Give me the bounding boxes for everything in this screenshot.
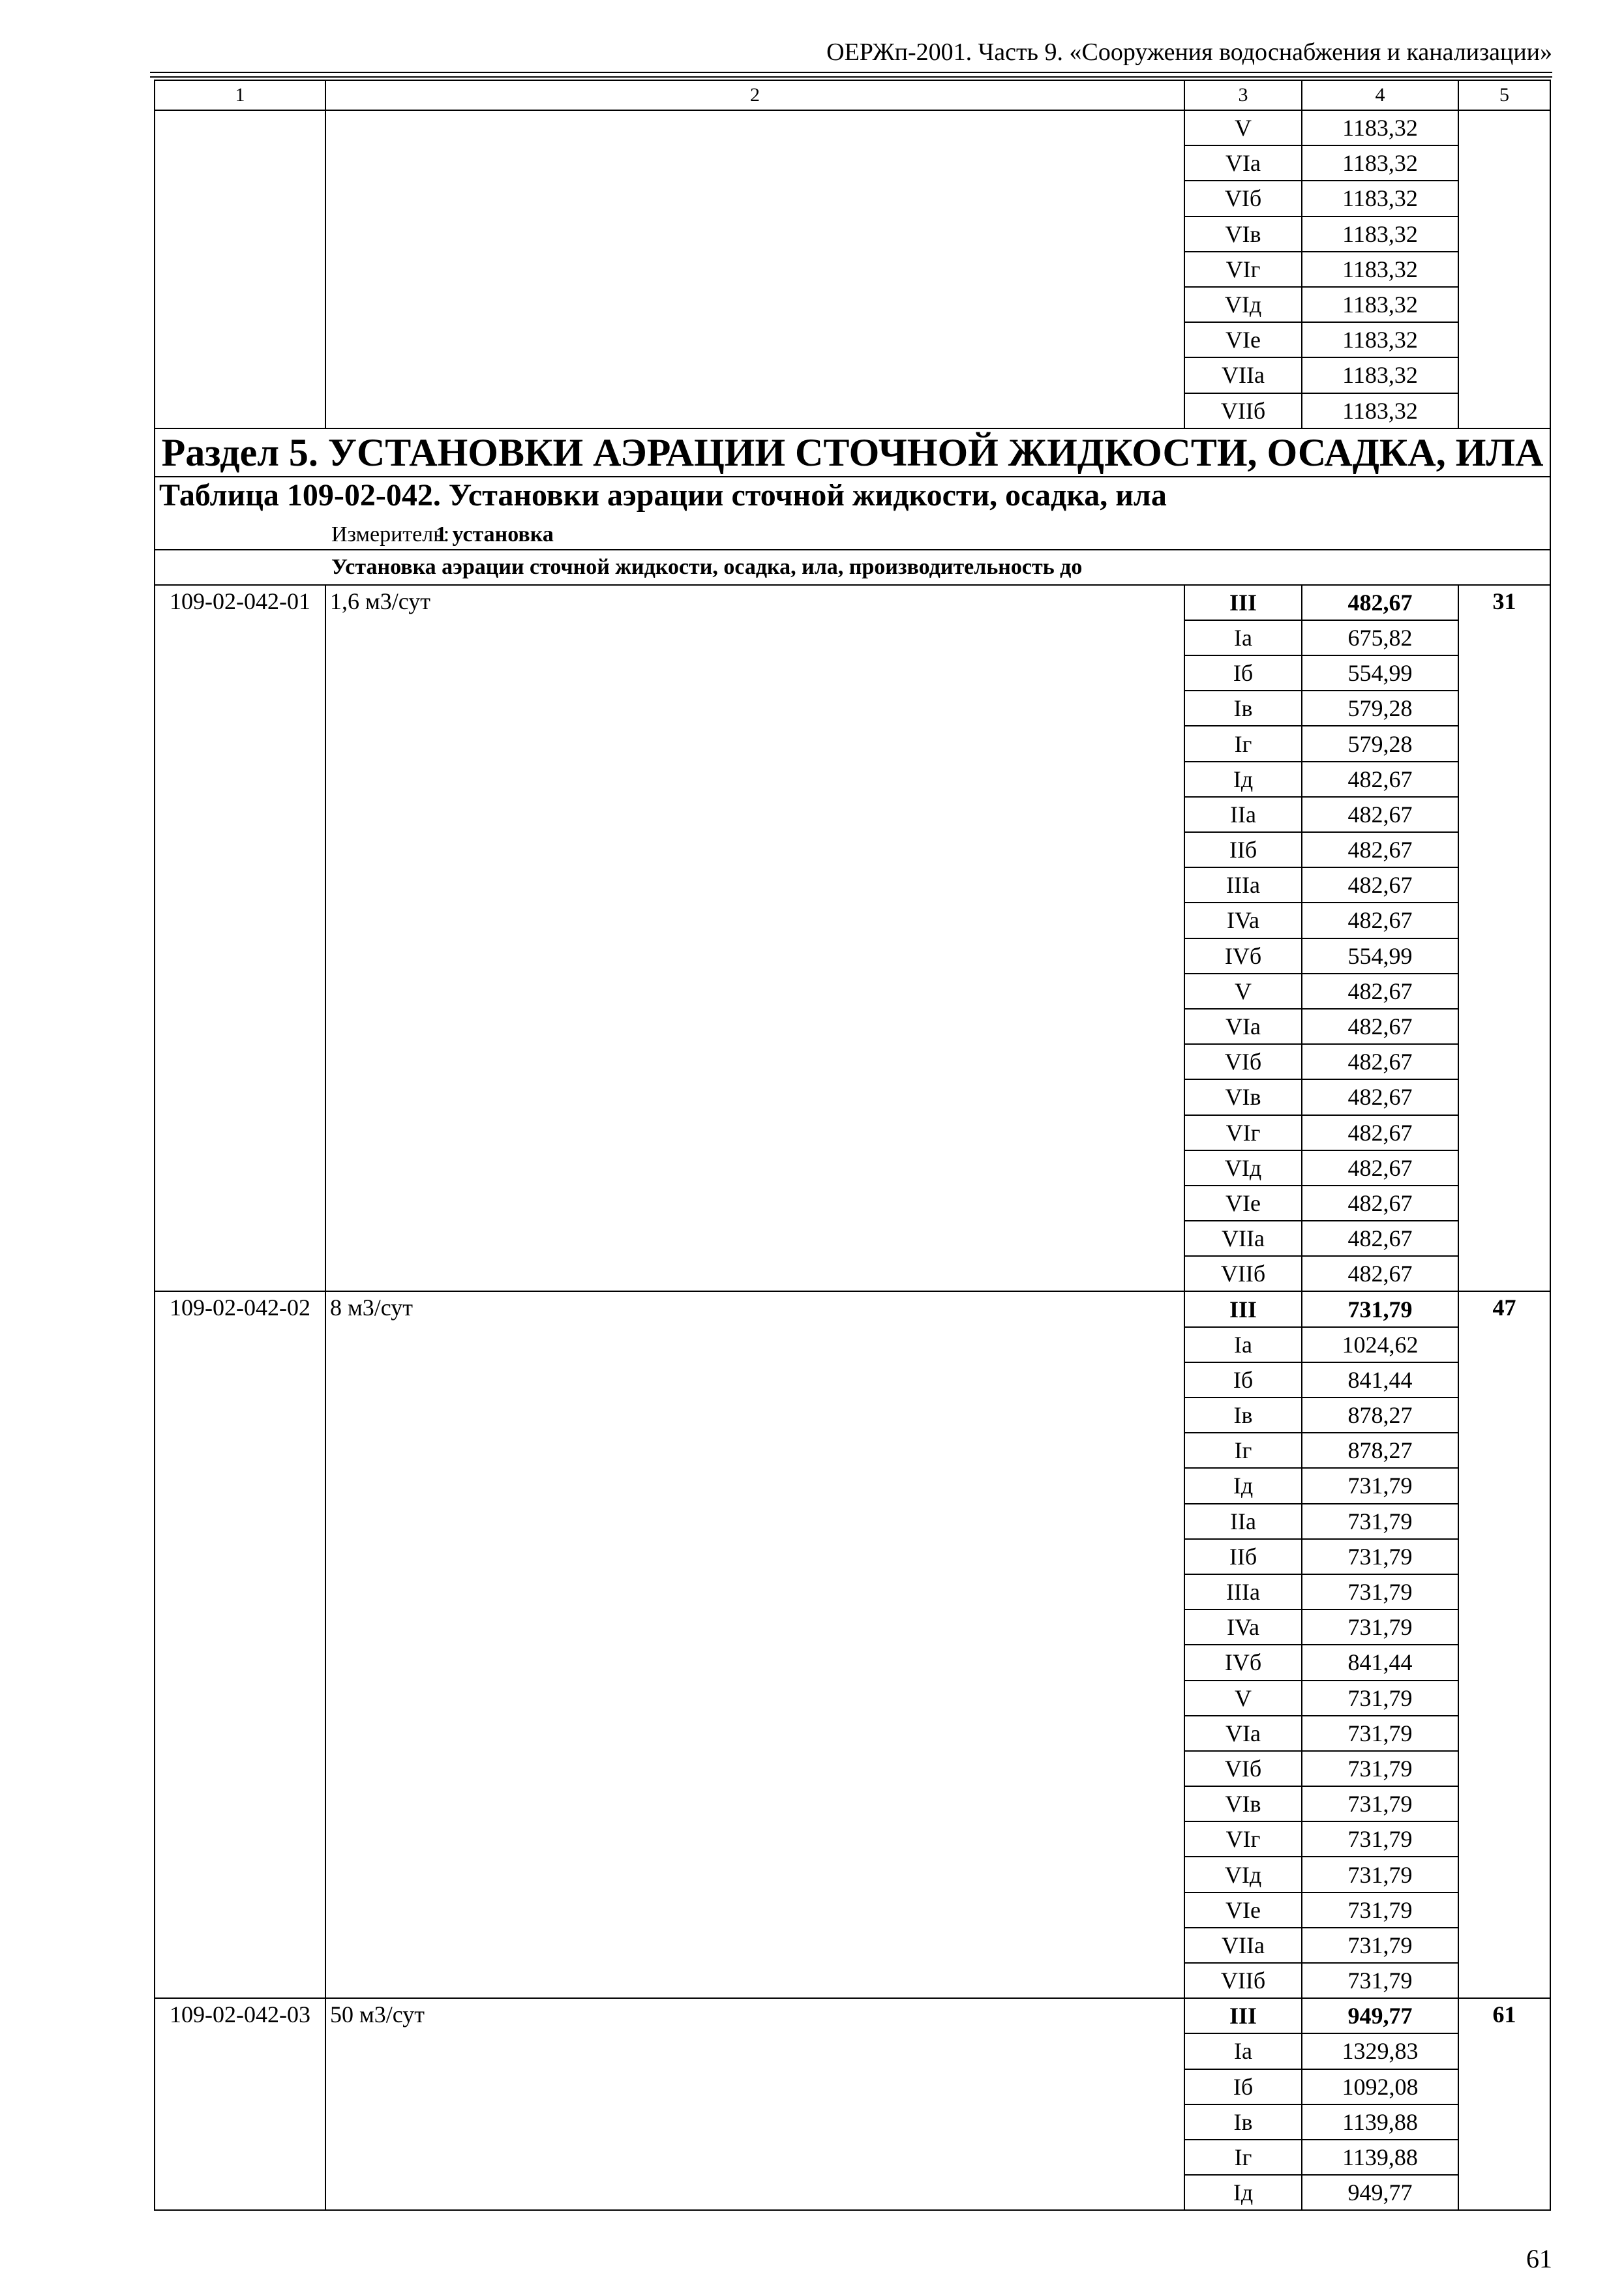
table-title-row [155,477,1550,519]
zone-cell: Ia [1184,2033,1302,2069]
price-cell: 482,67 [1302,1115,1458,1150]
price-cell: 482,67 [1302,1009,1458,1044]
price-cell: 482,67 [1302,903,1458,938]
zone-cell: Ia [1184,620,1302,655]
zone-cell: IIa [1184,1504,1302,1539]
price-cell: 731,79 [1302,1609,1458,1645]
labor-cell [1458,110,1550,428]
table-row [155,1291,1550,1326]
zone-cell: IVa [1184,1609,1302,1645]
price-cell: 482,67 [1302,832,1458,867]
price-table-body [155,80,1550,2210]
price-cell: 1024,62 [1302,1327,1458,1362]
price-cell: 482,67 [1302,1044,1458,1079]
zone-cell: VIв [1184,1079,1302,1115]
price-cell: 482,67 [1302,797,1458,832]
price-cell: 675,82 [1302,620,1458,655]
price-cell: 731,79 [1302,1821,1458,1857]
zone-cell: V [1184,110,1302,145]
price-cell: 731,79 [1302,1928,1458,1963]
price-cell: 949,77 [1302,1998,1458,2033]
price-cell: 878,27 [1302,1398,1458,1433]
price-cell: 731,79 [1302,1468,1458,1503]
price-cell: 731,79 [1302,1893,1458,1928]
price-cell: 1183,32 [1302,110,1458,145]
price-cell: 731,79 [1302,1857,1458,1892]
group-description: Установка аэрации сточной жидкости, осадка, ила, производительность до [155,550,1550,585]
zone-cell: VIIб [1184,1256,1302,1291]
zone-cell: IVб [1184,938,1302,974]
price-cell: 731,79 [1302,1681,1458,1716]
zone-cell: VIa [1184,145,1302,181]
price-cell: 1139,88 [1302,2140,1458,2175]
price-cell: 731,79 [1302,1574,1458,1609]
zone-cell: Iг [1184,726,1302,761]
zone-cell: III [1184,585,1302,620]
header-rule-thick [150,76,1552,78]
price-cell: 878,27 [1302,1433,1458,1468]
zone-cell: Iб [1184,2069,1302,2104]
item-code: 109-02-042-02 [155,1291,325,1998]
item-name: 50 м3/сут [325,1998,1184,2210]
column-number-row [155,80,1550,110]
zone-cell: VIб [1184,1751,1302,1786]
running-header: ОЕРЖп-2001. Часть 9. «Сооружения водоснабжения и канализации» [826,38,1552,66]
price-cell: 482,67 [1302,974,1458,1009]
price-cell: 949,77 [1302,2175,1458,2210]
price-cell: 1183,32 [1302,357,1458,393]
zone-cell: VIIa [1184,357,1302,393]
zone-cell: VIe [1184,322,1302,357]
zone-cell: III [1184,1291,1302,1326]
zone-cell: VIIб [1184,1963,1302,1998]
zone-cell: Iб [1184,1362,1302,1398]
section-title: Раздел 5. УСТАНОВКИ АЭРАЦИИ СТОЧНОЙ ЖИДКОСТИ, ОСАДКА, ИЛА [155,428,1550,477]
column-number-3: 3 [1184,80,1302,110]
page-number: 61 [1526,2244,1552,2273]
item-code: 109-02-042-03 [155,1998,325,2210]
price-cell: 731,79 [1302,1291,1458,1326]
zone-cell: Iв [1184,2104,1302,2140]
name-cell [325,110,1184,428]
meter-row [155,519,1550,550]
zone-cell: VIa [1184,1009,1302,1044]
price-cell: 482,67 [1302,1150,1458,1186]
zone-cell: VIв [1184,1786,1302,1821]
table-row [155,585,1550,620]
zone-cell: Iд [1184,2175,1302,2210]
item-name: 1,6 м3/сут [325,585,1184,1292]
zone-cell: VIд [1184,1857,1302,1892]
zone-cell: VIд [1184,1150,1302,1186]
price-cell: 482,67 [1302,867,1458,903]
price-cell: 1183,32 [1302,181,1458,216]
price-cell: 731,79 [1302,1963,1458,1998]
zone-cell: V [1184,974,1302,1009]
price-cell: 482,67 [1302,1221,1458,1256]
price-cell: 482,67 [1302,762,1458,797]
zone-cell: IIб [1184,832,1302,867]
table-row [155,110,1550,145]
column-number-1: 1 [155,80,325,110]
item-labor: 47 [1458,1291,1550,1998]
zone-cell: Iб [1184,655,1302,691]
item-name: 8 м3/сут [325,1291,1184,1998]
meter-value: 1 установка [436,522,554,547]
zone-cell: IVб [1184,1645,1302,1680]
code-cell [155,110,325,428]
item-labor: 31 [1458,585,1550,1292]
table-row [155,1998,1550,2033]
price-cell: 482,67 [1302,1256,1458,1291]
zone-cell: IVa [1184,903,1302,938]
zone-cell: IIIa [1184,867,1302,903]
header-rule-thin [150,72,1552,73]
zone-cell: VIг [1184,1821,1302,1857]
meter-cell [155,519,1550,550]
price-cell: 731,79 [1302,1539,1458,1574]
price-cell: 554,99 [1302,938,1458,974]
zone-cell: VIIб [1184,393,1302,428]
zone-cell: IIб [1184,1539,1302,1574]
zone-cell: Iв [1184,691,1302,726]
zone-cell: IIIa [1184,1574,1302,1609]
zone-cell: VIa [1184,1716,1302,1751]
zone-cell: III [1184,1998,1302,2033]
zone-cell: VIб [1184,181,1302,216]
zone-cell: Iд [1184,762,1302,797]
column-number-5: 5 [1458,80,1550,110]
zone-cell: VIe [1184,1893,1302,1928]
price-cell: 1183,32 [1302,217,1458,252]
price-cell: 1183,32 [1302,145,1458,181]
table-title: Таблица 109-02-042. Установки аэрации сточной жидкости, осадка, ила [155,477,1550,519]
price-cell: 1183,32 [1302,252,1458,287]
price-cell: 554,99 [1302,655,1458,691]
zone-cell: Iг [1184,2140,1302,2175]
zone-cell: Iд [1184,1468,1302,1503]
price-cell: 482,67 [1302,1186,1458,1221]
zone-cell: Ia [1184,1327,1302,1362]
price-cell: 482,67 [1302,585,1458,620]
column-number-2: 2 [325,80,1184,110]
price-cell: 579,28 [1302,691,1458,726]
zone-cell: VIг [1184,1115,1302,1150]
zone-cell: Iг [1184,1433,1302,1468]
zone-cell: VIIa [1184,1221,1302,1256]
zone-cell: VIe [1184,1186,1302,1221]
zone-cell: VIв [1184,217,1302,252]
zone-cell: VIд [1184,287,1302,322]
price-cell: 841,44 [1302,1645,1458,1680]
price-cell: 1183,32 [1302,287,1458,322]
meter-label: Измеритель: [331,522,450,547]
item-code: 109-02-042-01 [155,585,325,1292]
item-labor: 61 [1458,1998,1550,2210]
price-cell: 579,28 [1302,726,1458,761]
price-cell: 1092,08 [1302,2069,1458,2104]
section-row [155,428,1550,477]
price-cell: 731,79 [1302,1751,1458,1786]
price-cell: 1139,88 [1302,2104,1458,2140]
price-cell: 482,67 [1302,1079,1458,1115]
zone-cell: V [1184,1681,1302,1716]
price-cell: 731,79 [1302,1504,1458,1539]
zone-cell: IIa [1184,797,1302,832]
zone-cell: VIг [1184,252,1302,287]
price-cell: 1183,32 [1302,322,1458,357]
zone-cell: VIб [1184,1044,1302,1079]
price-cell: 841,44 [1302,1362,1458,1398]
price-cell: 1329,83 [1302,2033,1458,2069]
price-cell: 731,79 [1302,1716,1458,1751]
price-cell: 1183,32 [1302,393,1458,428]
price-table [154,80,1551,2211]
zone-cell: VIIa [1184,1928,1302,1963]
column-number-4: 4 [1302,80,1458,110]
zone-cell: Iв [1184,1398,1302,1433]
price-cell: 731,79 [1302,1786,1458,1821]
group-description-row [155,550,1550,585]
